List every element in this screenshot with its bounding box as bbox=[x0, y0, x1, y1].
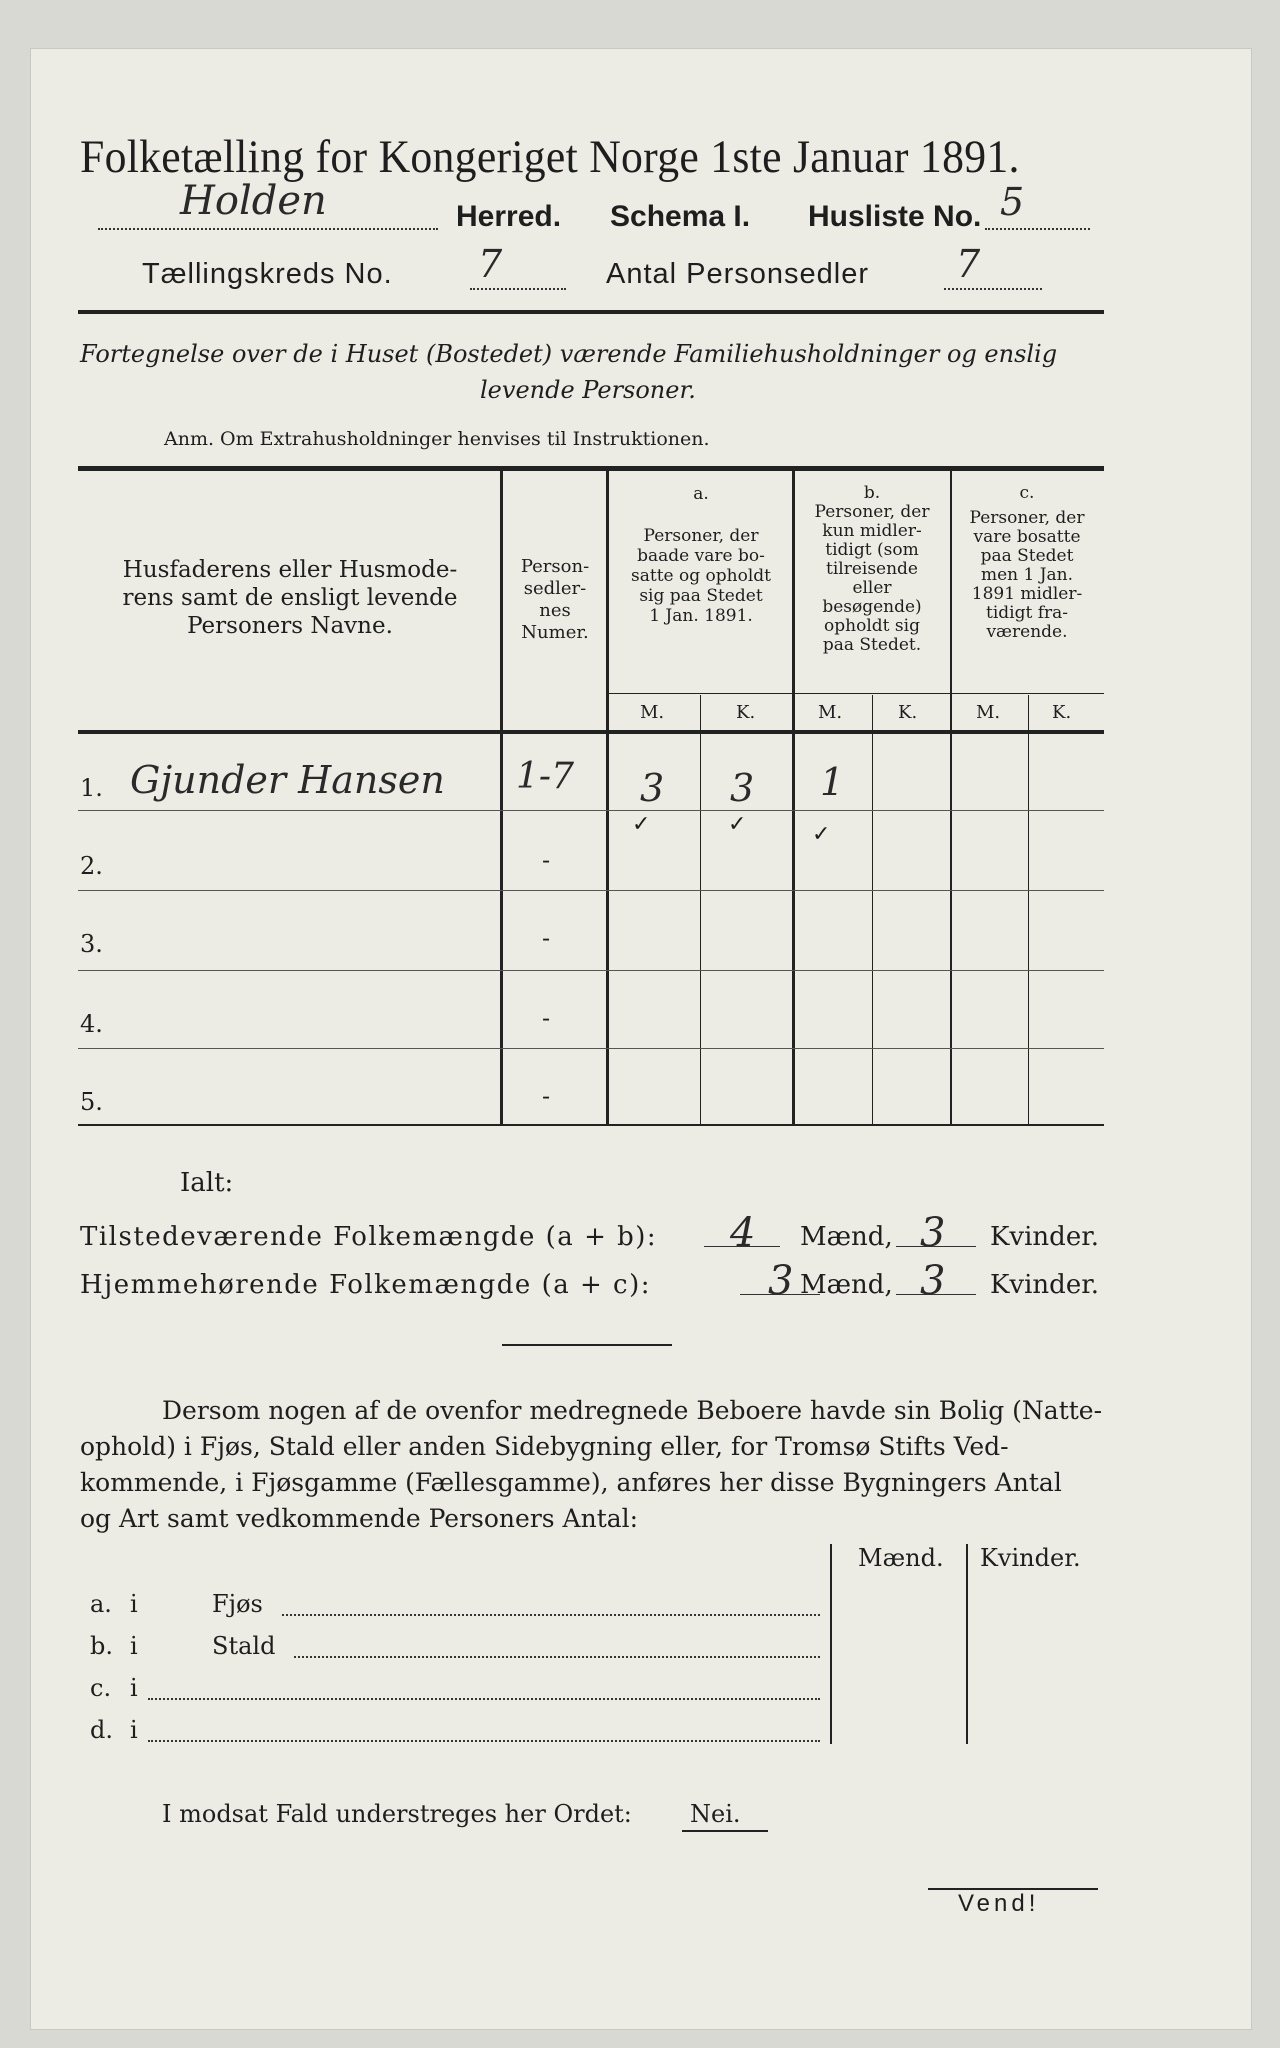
row-rule bbox=[78, 1048, 1104, 1049]
row-number: 2. bbox=[80, 852, 103, 880]
maend-label: Mænd, bbox=[800, 1270, 893, 1300]
section-divider bbox=[502, 1344, 672, 1346]
para-line1: Dersom nogen af de ovenfor medregnede Beboere havde sin Bolig (Natte- bbox=[162, 1396, 1103, 1425]
col-num-header: Person- sedler- nes Numer. bbox=[520, 556, 590, 643]
page-title: Folketælling for Kongeriget Norge 1ste Januar 1891. bbox=[80, 131, 1020, 183]
person-number: - bbox=[542, 1082, 551, 1110]
maend-label: Mænd, bbox=[800, 1222, 893, 1252]
a-m-value: 3 bbox=[640, 766, 665, 810]
kvinder-label: Kvinder. bbox=[990, 1270, 1100, 1300]
ialt-label: Ialt: bbox=[180, 1168, 234, 1198]
para-line3: kommende, i Fjøsgamme (Fællesgamme), anføres her disse Bygningers Antal bbox=[80, 1468, 1062, 1497]
m-label: M. bbox=[976, 702, 1001, 723]
kreds-no: 7 bbox=[478, 242, 503, 286]
building-i: i bbox=[130, 1716, 138, 1744]
building-letter: c. bbox=[90, 1674, 112, 1702]
kvinder-label: Kvinder. bbox=[990, 1222, 1100, 1252]
mk-rule bbox=[609, 693, 1104, 694]
table-bottom-rule bbox=[78, 1124, 1104, 1126]
col-a-header: a. Personer, der baade vare bo- satte og opholdt sig paa Stedet 1 Jan. 1891. bbox=[631, 484, 771, 626]
person-number: 1-7 bbox=[516, 756, 574, 797]
k-label: K. bbox=[898, 702, 918, 723]
col-names-header: Husfaderens eller Husmode- rens samt de ensligt levende Personers Navne. bbox=[122, 557, 458, 639]
building-letter: d. bbox=[90, 1716, 113, 1744]
check-mark-icon: ✓ bbox=[632, 812, 651, 837]
row-rule bbox=[78, 970, 1104, 971]
row-number: 1. bbox=[80, 774, 103, 802]
building-i: i bbox=[130, 1590, 138, 1618]
person-number: - bbox=[542, 924, 551, 952]
husliste-no: 5 bbox=[1000, 180, 1025, 224]
intro-line1: Fortegnelse over de i Huset (Bostedet) værende Familiehusholdninger og enslig bbox=[80, 340, 1058, 368]
nei-word: Nei. bbox=[690, 1800, 741, 1828]
building-letter: a. bbox=[90, 1590, 112, 1618]
modsat-text: I modsat Fald understreges her Ordet: bbox=[162, 1800, 632, 1828]
building-i: i bbox=[130, 1632, 138, 1660]
tilstede-label: Tilstedeværende Folkemængde (a + b): bbox=[80, 1222, 658, 1252]
hjemme-k: 3 bbox=[920, 1258, 946, 1304]
antal-label: Antal Personsedler bbox=[606, 258, 870, 290]
schema-label: Schema I. bbox=[610, 200, 751, 233]
building-label: Stald bbox=[212, 1632, 276, 1660]
k-label: K. bbox=[1052, 702, 1072, 723]
row-rule bbox=[78, 890, 1104, 891]
kreds-label: Tællingskreds No. bbox=[142, 258, 393, 290]
tilstede-k: 3 bbox=[920, 1210, 946, 1256]
table-divider bbox=[792, 470, 795, 1124]
person-number: - bbox=[542, 846, 551, 874]
para-line4: og Art samt vedkommende Personers Antal: bbox=[80, 1504, 639, 1533]
hjemme-m: 3 bbox=[768, 1258, 794, 1304]
building-dots bbox=[282, 1600, 820, 1616]
building-dots bbox=[294, 1642, 820, 1658]
antal-no: 7 bbox=[956, 242, 981, 286]
table-divider bbox=[1028, 695, 1029, 1124]
intro-line2: levende Personer. bbox=[480, 376, 696, 404]
buildings-kvinder-header: Kvinder. bbox=[980, 1544, 1081, 1572]
building-label: Fjøs bbox=[212, 1590, 263, 1618]
person-number: - bbox=[542, 1004, 551, 1032]
m-label: M. bbox=[640, 702, 665, 723]
hjemme-label: Hjemmehørende Folkemængde (a + c): bbox=[80, 1270, 651, 1300]
table-divider bbox=[500, 470, 503, 1124]
b-m-value: 1 bbox=[820, 760, 845, 804]
row-number: 3. bbox=[80, 930, 103, 958]
person-name: Gjunder Hansen bbox=[130, 758, 445, 802]
building-dots bbox=[148, 1684, 820, 1700]
row-number: 5. bbox=[80, 1088, 103, 1116]
k-label: K. bbox=[736, 702, 756, 723]
building-i: i bbox=[130, 1674, 138, 1702]
herred-name: Holden bbox=[180, 178, 327, 224]
para-line2: ophold) i Fjøs, Stald eller anden Sidebygning eller, for Tromsø Stifts Ved- bbox=[80, 1432, 1009, 1461]
nei-underline bbox=[682, 1830, 768, 1832]
row-rule bbox=[78, 810, 1104, 811]
table-divider bbox=[606, 470, 609, 1124]
tilstede-m: 4 bbox=[730, 1210, 756, 1256]
col-b-header: b. Personer, der kun midler- tidigt (som tilreisende eller besøgende) opholdt sig paa Stedet. bbox=[814, 483, 930, 655]
check-mark-icon: ✓ bbox=[812, 822, 831, 847]
col-c-header: c. Personer, der vare bosatte paa Stedet men 1 Jan. 1891 midler- tidigt fra- værende. bbox=[969, 483, 1085, 642]
row-number: 4. bbox=[80, 1010, 103, 1038]
m-label: M. bbox=[818, 702, 843, 723]
building-dots bbox=[148, 1726, 820, 1742]
building-letter: b. bbox=[90, 1632, 113, 1660]
anm-note: Anm. Om Extrahusholdninger henvises til Instruktionen. bbox=[164, 428, 710, 450]
table-divider bbox=[872, 695, 873, 1124]
buildings-maend-header: Mænd. bbox=[858, 1544, 944, 1572]
buildings-divider bbox=[966, 1544, 968, 1744]
buildings-divider bbox=[830, 1544, 832, 1744]
header-rule bbox=[78, 310, 1104, 314]
husliste-label: Husliste No. bbox=[808, 200, 982, 233]
check-mark-icon: ✓ bbox=[728, 812, 747, 837]
herred-label: Herred. bbox=[456, 200, 562, 233]
table-divider bbox=[700, 695, 701, 1124]
vend-text: Vend! bbox=[958, 1890, 1040, 1917]
a-k-value: 3 bbox=[730, 766, 755, 810]
